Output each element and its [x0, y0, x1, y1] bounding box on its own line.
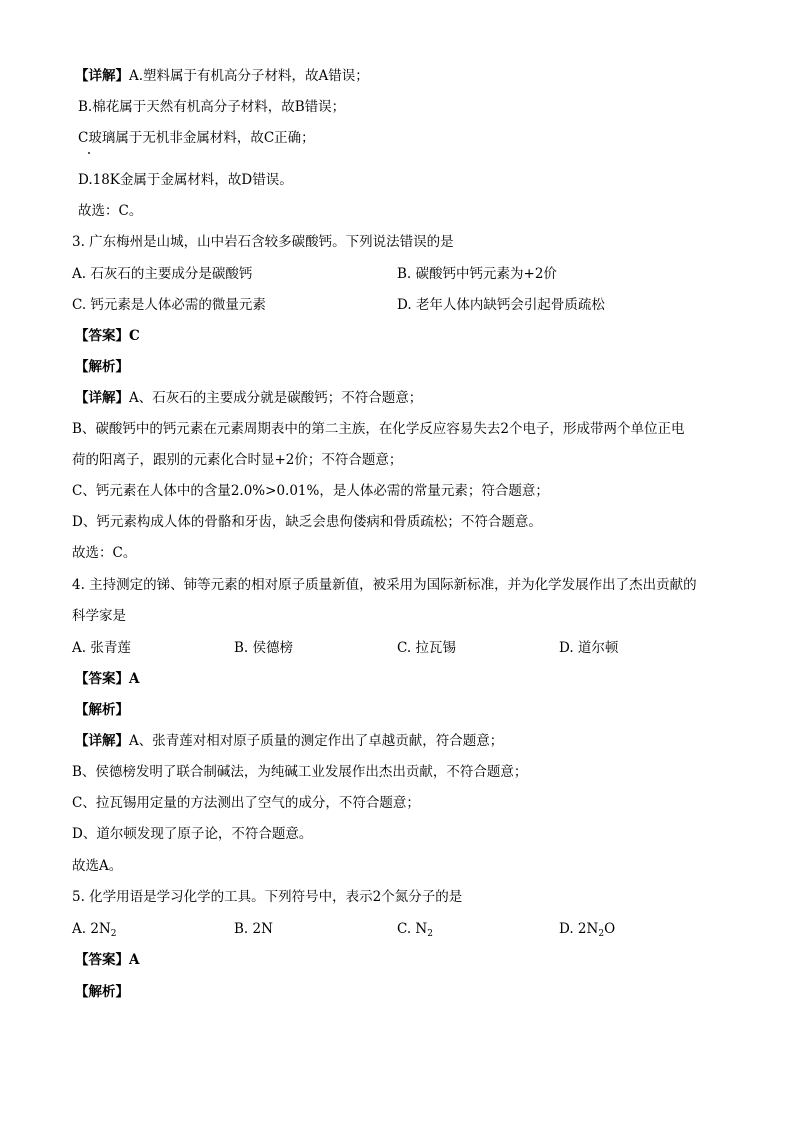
- q3-stem: 3. 广东梅州是山城，山中岩石含较多碳酸钙。下列说法错误的是: [72, 234, 454, 250]
- q4-option-d: D. 道尔顿: [559, 640, 619, 656]
- q5-analysis: 【解析】: [75, 984, 129, 1000]
- q4-stem-line2: 科学家是: [72, 608, 126, 624]
- q4-detail-c: C、拉瓦锡用定量的方法测出了空气的成分，不符合题意；: [72, 795, 420, 811]
- q3-answer: 【答案】C: [75, 328, 140, 344]
- q2-explain-b: B.棉花属于天然有机高分子材料，故B错误；: [78, 99, 346, 115]
- q5-option-c-sub: 2: [427, 929, 433, 939]
- q5-option-c: [397, 920, 433, 938]
- q3-detail-d: D、钙元素构成人体的骨骼和牙齿，缺乏会患佝偻病和骨质疏松；不符合题意。: [72, 514, 542, 530]
- q5-option-d: [559, 920, 615, 938]
- q4-detail-a-line: [75, 732, 503, 750]
- q4-stem-line1: 4. 主持测定的锑、铈等元素的相对原子质量新值，被采用为国际新标准，并为化学发展作出了杰出贡献的: [72, 577, 697, 593]
- q2-explain-a-line: [75, 67, 369, 85]
- q5-option-d-post: O: [604, 921, 616, 937]
- q3-option-d: D. 老年人体内缺钙会引起骨质疏松: [397, 297, 605, 313]
- q2-explain-a: A.塑料属于有机高分子材料，故A错误；: [129, 68, 369, 84]
- q4-option-c: C. 拉瓦锡: [397, 640, 456, 656]
- q4-option-b: B. 侯德榜: [234, 640, 294, 656]
- q5-option-b: B. 2N: [234, 921, 273, 937]
- stray-dot: [88, 152, 90, 154]
- q5-option-a-sub: 2: [110, 929, 117, 939]
- q3-detail-a: A、石灰石的主要成分就是碳酸钙；不符合题意；: [129, 390, 423, 406]
- detail-tag: 【详解】: [75, 390, 129, 406]
- q3-analysis: 【解析】: [75, 359, 129, 375]
- q3-detail-a-line: [75, 389, 422, 407]
- q3-option-b: B. 碳酸钙中钙元素为+2价: [397, 266, 557, 282]
- q5-option-d-text: D. 2N: [559, 921, 599, 937]
- q3-detail-b1: B、碳酸钙中的钙元素在元素周期表中的第二主族，在化学反应容易失去2个电子，形成带两个单位正电: [72, 421, 685, 437]
- q3-detail-b2: 荷的阳离子，跟别的元素化合时显+2价；不符合题意；: [72, 452, 403, 468]
- detail-tag: 【详解】: [75, 68, 129, 84]
- q3-option-a: A. 石灰石的主要成分是碳酸钙: [72, 266, 253, 282]
- q3-option-c: C. 钙元素是人体必需的微量元素: [72, 297, 266, 313]
- detail-tag: 【详解】: [75, 733, 129, 749]
- q5-option-c-text: C. N: [397, 921, 428, 937]
- q5-option-a-text: A. 2N: [72, 921, 111, 937]
- q4-detail-d: D、道尔顿发现了原子论，不符合题意。: [72, 826, 313, 842]
- q5-stem: 5. 化学用语是学习化学的工具。下列符号中，表示2个氮分子的是: [72, 889, 463, 905]
- q3-detail-c: C、钙元素在人体中的含量2.0%>0.01%，是人体必需的常量元素；符合题意；: [72, 483, 549, 499]
- q4-detail-a: A、张青莲对相对原子质量的测定作出了卓越贡献，符合题意；: [129, 733, 504, 749]
- q4-option-a: A. 张青莲: [72, 640, 131, 656]
- q3-choose: 故选：C。: [72, 545, 137, 561]
- q4-analysis: 【解析】: [75, 702, 129, 718]
- q5-answer: 【答案】A: [75, 952, 140, 968]
- q2-explain-d: D.18K金属于金属材料，故D错误。: [78, 172, 293, 188]
- q5-option-d-sub: 2: [598, 929, 605, 939]
- q4-answer: 【答案】A: [75, 671, 140, 687]
- q2-choose: 故选：C。: [78, 203, 143, 219]
- q4-choose: 故选A。: [72, 858, 123, 874]
- q5-option-a: [72, 920, 116, 938]
- q2-explain-c: C玻璃属于无机非金属材料，故C正确；: [78, 130, 315, 146]
- q4-detail-b: B、侯德榜发明了联合制碱法，为纯碱工业发展作出杰出贡献，不符合题意；: [72, 764, 528, 780]
